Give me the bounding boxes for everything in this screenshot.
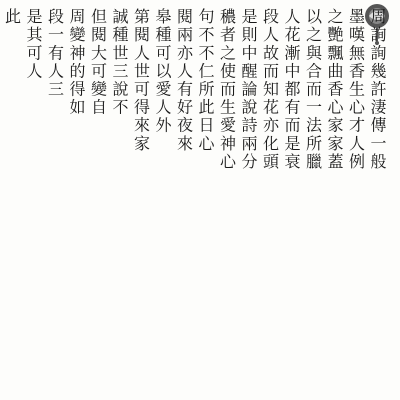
- text-column: 皋種可以愛人外: [153, 8, 172, 135]
- text-column: 穠者之使而生愛神心: [217, 8, 237, 171]
- text-column: 但閱大可變自: [88, 8, 108, 117]
- text-column: 誠種世三說不: [110, 8, 129, 117]
- text-column: 周詢詢幾許淒傳一般: [368, 8, 387, 171]
- text-column: 是則中醒論說詩兩分: [239, 8, 258, 171]
- text-column: 第閱人世可得來家: [131, 8, 151, 153]
- text-column: 此: [2, 8, 22, 27]
- text-column: 墨嘆無香生心才人例: [346, 8, 366, 171]
- text-column: 之艷飄曲香心家家蓋: [325, 8, 344, 171]
- text-column: 句不不仁所此日心: [196, 8, 215, 153]
- text-column: 閱兩亦人有好夜來: [174, 8, 194, 153]
- text-column: 周變神的得如: [67, 8, 86, 117]
- text-column: 人花漸中都有而是衰: [282, 8, 301, 171]
- text-column: 段人故而知花亦化頭: [260, 8, 280, 171]
- text-columns: [1, 8, 388, 396]
- text-column: 是其可人: [24, 8, 43, 81]
- text-column: 段一有人三: [45, 8, 65, 99]
- text-column: 以之與合而一法所臘: [303, 8, 323, 171]
